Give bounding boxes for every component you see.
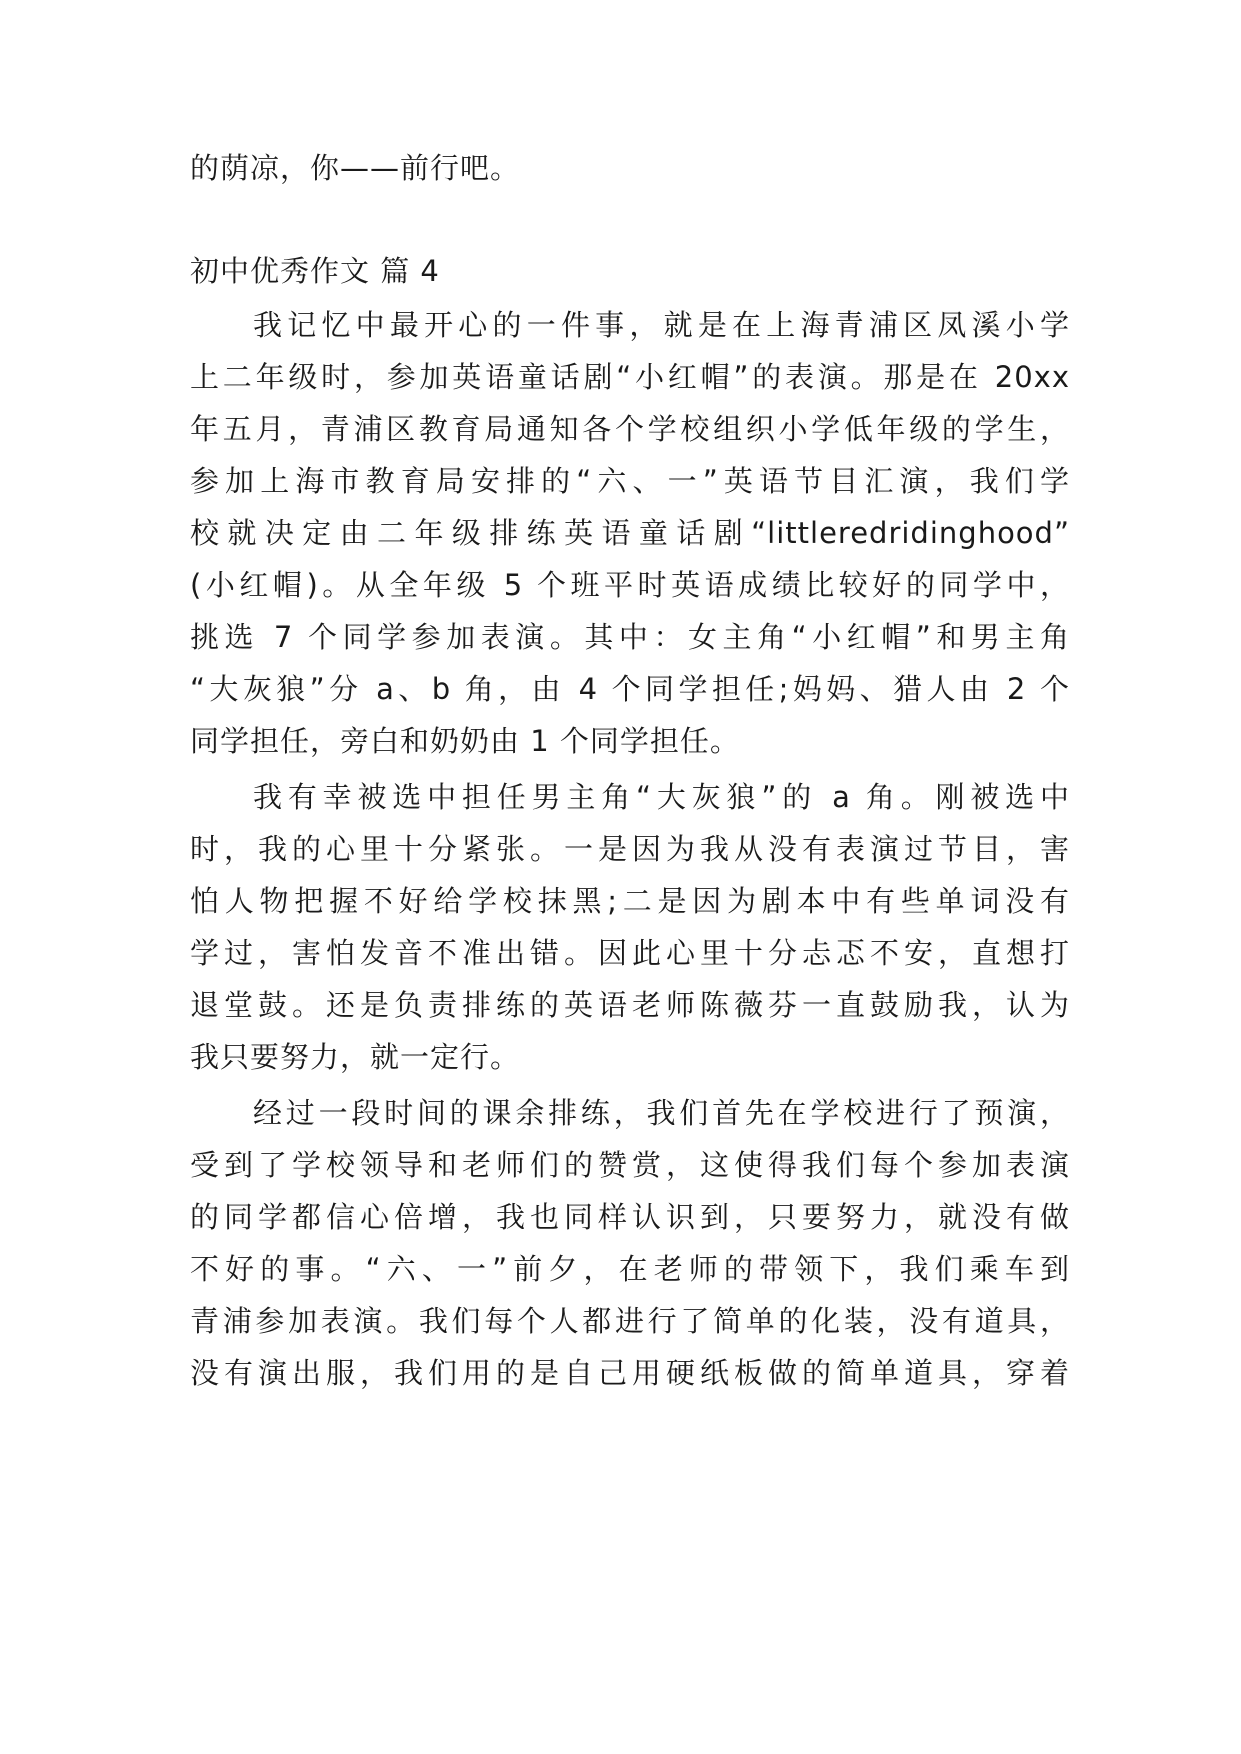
paragraph-1-line-9: 同学担任，旁白和奶奶由 1 个同学担任。 — [190, 724, 740, 758]
paragraph-2-line-6: 我只要努力，就一定行。 — [190, 1040, 521, 1074]
paragraph-3-line-2: 受到了学校领导和老师们的赞赏，这使得我们每个参加表演 — [190, 1148, 1070, 1182]
paragraph-2-line-3: 怕人物把握不好给学校抹黑;二是因为剧本中有些单词没有 — [190, 884, 1070, 918]
paragraph-1-line-3: 年五月，青浦区教育局通知各个学校组织小学低年级的学生， — [190, 412, 1070, 446]
paragraph-1-line-6: (小红帽)。从全年级 5 个班平时英语成绩比较好的同学中， — [190, 568, 1070, 602]
paragraph-2-line-1: 我有幸被选中担任男主角“大灰狼”的 a 角。刚被选中 — [253, 780, 1070, 814]
paragraph-1-line-2: 上二年级时，参加英语童话剧“小红帽”的表演。那是在 20xx — [190, 360, 1070, 394]
paragraph-1-line-8: “大灰狼”分 a、b 角，由 4 个同学担任;妈妈、猎人由 2 个 — [190, 672, 1070, 706]
section-heading: 初中优秀作文 篇 4 — [190, 254, 440, 288]
paragraph-1-line-1: 我记忆中最开心的一件事，就是在上海青浦区凤溪小学 — [253, 308, 1070, 342]
previous-section-tail: 的荫凉，你——前行吧。 — [190, 151, 521, 185]
paragraph-1-line-4: 参加上海市教育局安排的“六、一”英语节目汇演，我们学 — [190, 464, 1070, 498]
paragraph-3-line-4: 不好的事。“六、一”前夕，在老师的带领下，我们乘车到 — [190, 1252, 1070, 1286]
paragraph-1-line-5: 校就决定由二年级排练英语童话剧“littleredridinghood” — [190, 516, 1070, 550]
paragraph-3-line-3: 的同学都信心倍增，我也同样认识到，只要努力，就没有做 — [190, 1200, 1070, 1234]
paragraph-3-line-1: 经过一段时间的课余排练，我们首先在学校进行了预演， — [253, 1096, 1070, 1130]
paragraph-3-line-5: 青浦参加表演。我们每个人都进行了简单的化装，没有道具， — [190, 1304, 1070, 1338]
paragraph-2-line-5: 退堂鼓。还是负责排练的英语老师陈薇芬一直鼓励我，认为 — [190, 988, 1070, 1022]
paragraph-2-line-4: 学过，害怕发音不准出错。因此心里十分忐忑不安，直想打 — [190, 936, 1070, 970]
paragraph-1-line-7: 挑选 7 个同学参加表演。其中：女主角“小红帽”和男主角 — [190, 620, 1070, 654]
paragraph-2-line-2: 时，我的心里十分紧张。一是因为我从没有表演过节目，害 — [190, 832, 1070, 866]
paragraph-3-line-6: 没有演出服，我们用的是自己用硬纸板做的简单道具，穿着 — [190, 1356, 1070, 1390]
